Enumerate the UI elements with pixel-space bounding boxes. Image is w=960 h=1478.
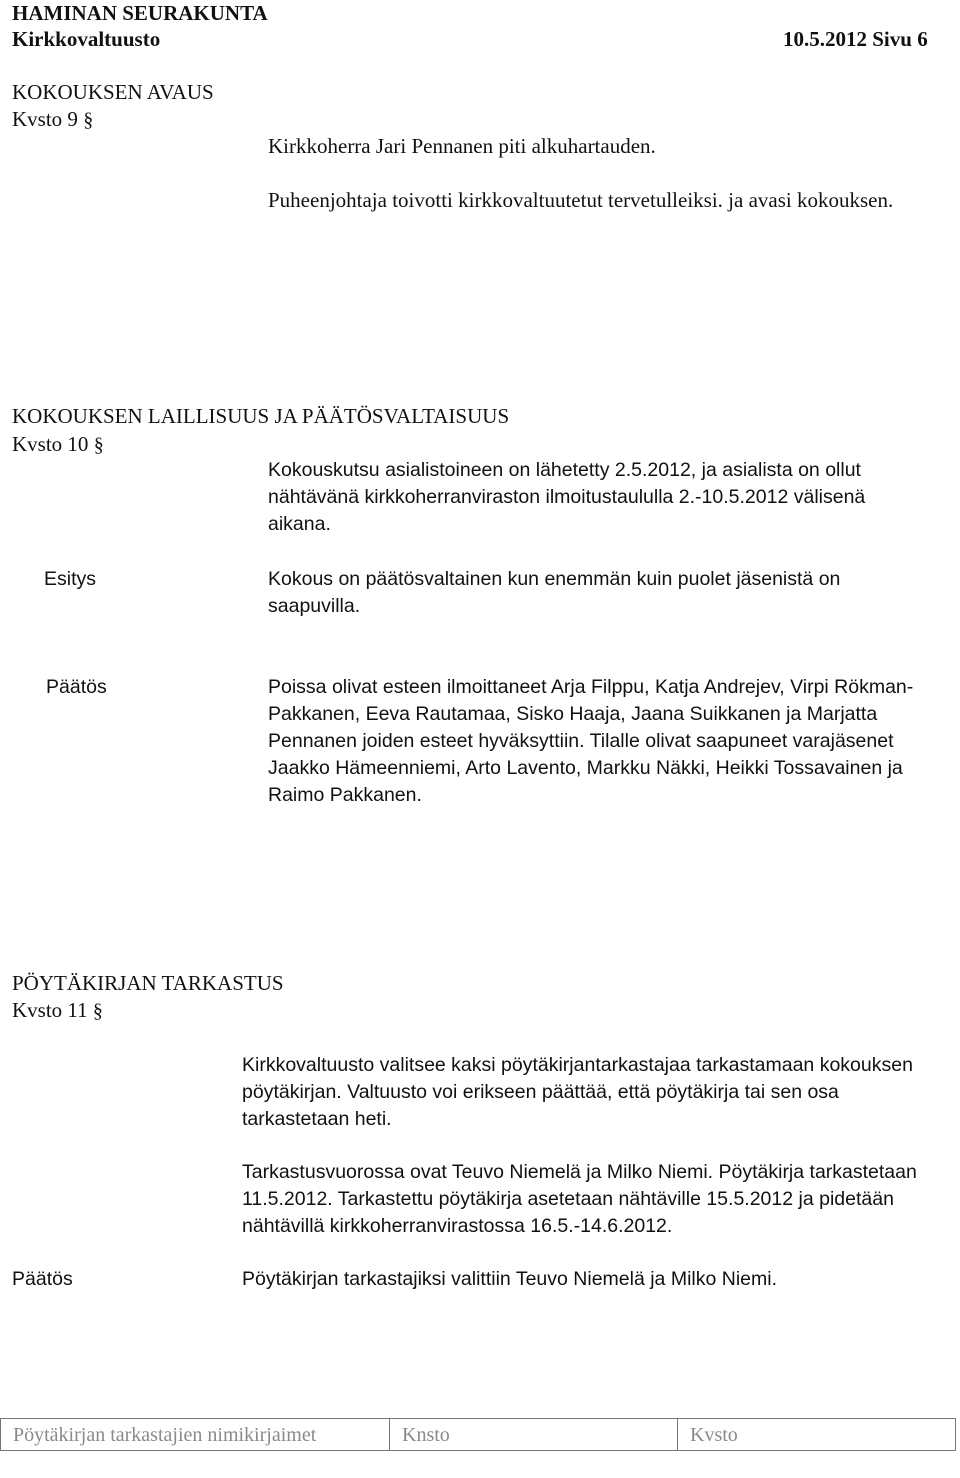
section-title-laillisuus: KOKOUKSEN LAILLISUUS JA PÄÄTÖSVALTAISUUS <box>12 404 510 428</box>
paragraph-valinta: Kirkkovaltuusto valitsee kaksi pöytäkirjantarkastajaa tarkastamaan kokouksen pöytäkirjan. Valtuusto voi erikseen päättää, että pöytäkirja tai sen osa tarkastetaan heti. <box>242 1054 913 1130</box>
paragraph-esitys: Kokous on päätösvaltainen kun enemmän kuin puolet jäsenistä on saapuvilla. <box>268 568 841 617</box>
kvsto-label: Kvsto 10 <box>12 432 89 456</box>
section-symbol: § <box>93 434 104 456</box>
body-name: Kirkkovaltuusto <box>12 27 161 51</box>
organization-name: HAMINAN SEURAKUNTA <box>12 1 268 25</box>
label-esitys: Esitys <box>44 568 97 590</box>
kvsto-label: Kvsto 11 <box>12 998 88 1022</box>
section-title-avaus: KOKOUKSEN AVAUS <box>12 80 214 104</box>
kvsto-number-11 <box>12 997 103 1024</box>
footer-box-kvsto: Kvsto <box>678 1418 956 1451</box>
paragraph-tarkastusvuoro: Tarkastusvuorossa ovat Teuvo Niemelä ja Milko Niemi. Pöytäkirja tarkastetaan 11.5.2012. Tarkastettu pöytäkirja asetetaan nähtäville 15.5.2012 ja pidetään nähtävillä kirkkoherranvirastossa 16.5.-14.6.2012. <box>242 1161 917 1237</box>
date-and-page: 10.5.2012 Sivu 6 <box>783 27 928 51</box>
paragraph-paatos-tarkastajat: Pöytäkirjan tarkastajiksi valittiin Teuvo Niemelä ja Milko Niemi. <box>242 1268 777 1290</box>
kvsto-number-9 <box>12 106 93 133</box>
section-symbol: § <box>83 109 94 131</box>
section-symbol: § <box>92 1000 103 1022</box>
kvsto-number-10 <box>12 431 104 458</box>
footer-label: Pöytäkirjan tarkastajien nimikirjaimet <box>0 1418 390 1451</box>
paragraph-kokouskutsu: Kokouskutsu asialistoineen on lähetetty 2.5.2012, ja asialista on ollut nähtävänä kirkkoherranviraston ilmoitustaululla 2.-10.5.2012 välisenä aikana. <box>268 459 866 535</box>
footer-box-knsto: Knsto <box>390 1418 678 1451</box>
label-paatos: Päätös <box>12 1268 73 1290</box>
label-paatos: Päätös <box>46 676 107 698</box>
paragraph-paatos: Poissa olivat esteen ilmoittaneet Arja Filppu, Katja Andrejev, Virpi Rökman-Pakkanen, Eeva Rautamaa, Sisko Haaja, Jaana Suikkanen ja Marjatta Pennanen joiden esteet hyväksyttiin. Tilalle olivat saapuneet varajäsenet Jaakko Hämeenniemi, Arto Lavento, Markku Näkki, Heikki Tossavainen ja Raimo Pakkanen. <box>268 676 914 806</box>
section-title-tarkastus: PÖYTÄKIRJAN TARKASTUS <box>12 971 284 995</box>
footer-signature-row <box>0 1418 956 1453</box>
kvsto-label: Kvsto 9 <box>12 107 78 131</box>
paragraph-alkuhartaus: Kirkkoherra Jari Pennanen piti alkuhartauden. <box>268 134 656 158</box>
paragraph-tervetuloa: Puheenjohtaja toivotti kirkkovaltuutetut tervetulleiksi. ja avasi kokouksen. <box>268 188 894 212</box>
